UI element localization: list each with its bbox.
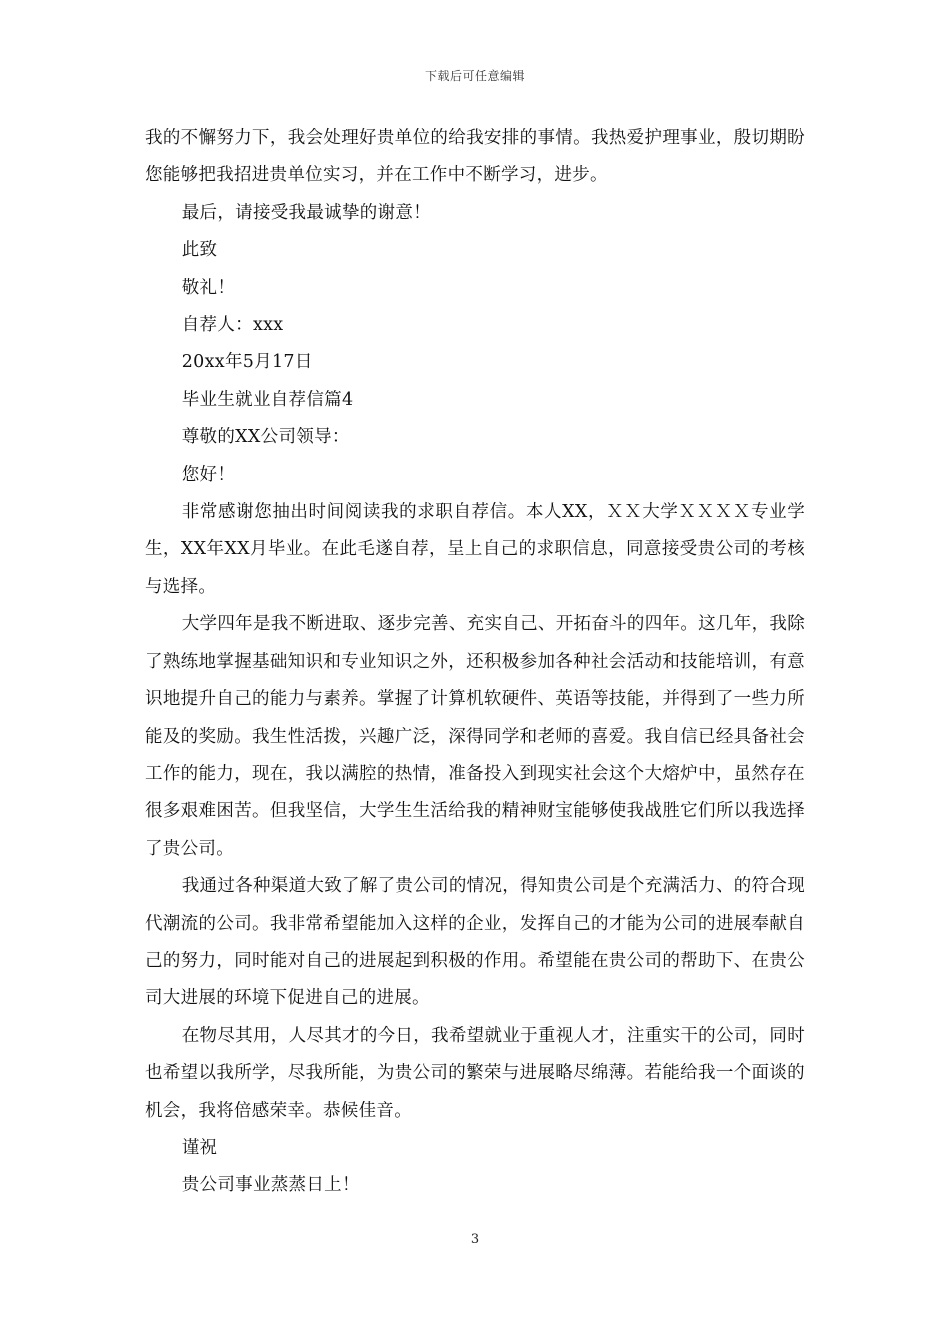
page-number: 3 <box>470 1232 480 1247</box>
paragraph-company: 我通过各种渠道大致了解了贵公司的情况，得知贵公司是个充满活力、的符合现代潮流的公司。我非常希望能加入这样的企业，发挥自己的才能为公司的进展奉献自己的努力，同时能对自己的进展起到积极的作用。希望能在贵公司的帮助下、在贵公司大进展的环境下促进自己的进展。 <box>145 876 805 1009</box>
signature-line: 自荐人：xxx <box>181 315 284 336</box>
page-header-note: 下载后可任意编辑 <box>424 69 525 83</box>
greeting-hello: 您好！ <box>181 464 236 485</box>
closing-wish: 谨祝 <box>181 1137 218 1158</box>
closing-salutation: 此致 <box>181 240 218 261</box>
paragraph-continuation: 我的不懈努力下，我会处理好贵单位的给我安排的事情。我热爱护理事业，殷切期盼您能够把我招进贵单位实习，并在工作中不断学习，进步。 <box>145 128 805 186</box>
paragraph-thanks: 最后，请接受我最诚挚的谢意！ <box>181 202 431 223</box>
section-title: 毕业生就业自荐信篇4 <box>181 389 354 410</box>
letter-body <box>145 120 805 1205</box>
paragraph-introduction: 非常感谢您抽出时间阅读我的求职自荐信。本人XX，ＸＸ大学ＸＸＸＸ专业学生，XX年XX月毕业。在此毛遂自荐，呈上自己的求职信息，同意接受贵公司的考核与选择。 <box>145 502 805 597</box>
paragraph-university: 大学四年是我不断进取、逐步完善、充实自己、开拓奋斗的四年。这几年，我除了熟练地掌握基础知识和专业知识之外，还积极参加各种社会活动和技能培训，有意识地提升自己的能力与素养。掌握了计算机软硬件、英语等技能，并得到了一些力所能及的奖励。我生性活拨，兴趣广泛，深得同学和老师的喜爱。我自信已经具备社会工作的能力，现在，我以满腔的热情，准备投入到现实社会这个大熔炉中，虽然存在很多艰难困苦。但我坚信，大学生生活给我的精神财宝能够使我战胜它们所以我选择了贵公司。 <box>145 614 805 859</box>
greeting-recipient: 尊敬的XX公司领导： <box>181 427 350 448</box>
date-line: 20xx年5月17日 <box>181 352 313 373</box>
closing-regards: 敬礼！ <box>181 277 236 298</box>
paragraph-hope: 在物尽其用，人尽其才的今日，我希望就业于重视人才，注重实干的公司，同时也希望以我所学，尽我所能，为贵公司的繁荣与进展略尽绵薄。若能给我一个面谈的机会，我将倍感荣幸。恭候佳音。 <box>145 1025 805 1121</box>
closing-blessing: 贵公司事业蒸蒸日上！ <box>181 1175 360 1196</box>
